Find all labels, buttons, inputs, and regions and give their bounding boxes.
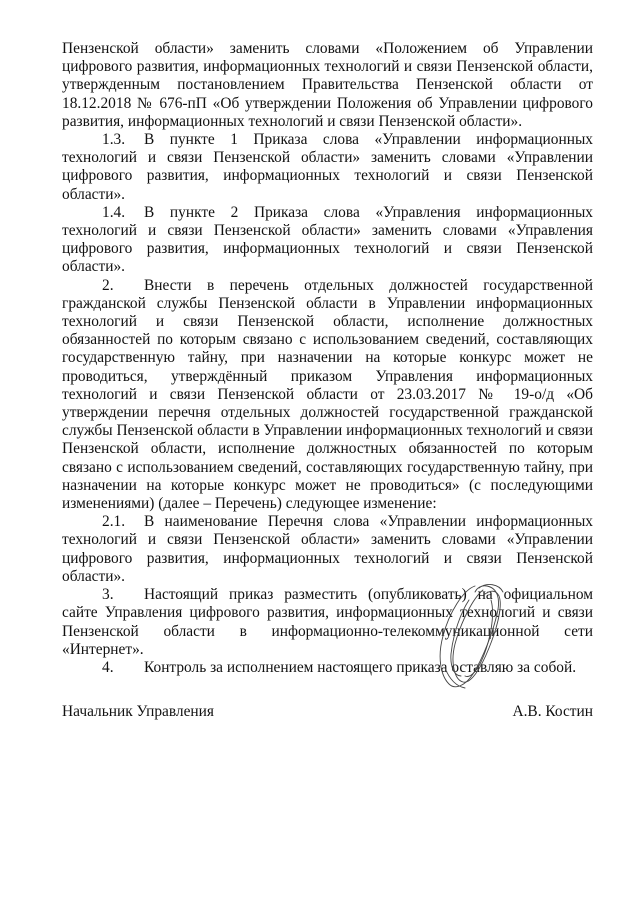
- paragraph-number: 2.1.: [102, 513, 126, 531]
- paragraph-1-3: [62, 131, 593, 204]
- paragraph-number: 1.3.: [102, 131, 126, 149]
- paragraph-2: [62, 277, 593, 514]
- paragraph-text: В пункте 1 Приказа слова «Управлении информационных технологий и связи Пензенской области» заменить словами «Управлении цифрового развития, информационных технологий и связи Пензенской области».: [62, 131, 593, 203]
- paragraph-number: 2.: [102, 276, 114, 294]
- signer-title: Начальник Управления: [62, 703, 214, 720]
- paragraph-text: Пензенской области» заменить словами «Положением об Управлении цифрового развития, информационных технологий и связи Пензенской области, утвержденным постановлением Правительства Пензенской области от 18.12.2018 № 676-пП «Об утверждении Положения об Управлении цифрового развития, информационных технологий и связи Пензенской области».: [62, 40, 593, 130]
- signer-name: А.В. Костин: [512, 703, 593, 720]
- paragraph-text: Внести в перечень отдельных должностей государственной гражданской службы Пензенской области в Управлении информационных технологий и связи Пензенской области, исполнение должностных обязанностей по которым связано с использованием сведений, составляющих государственную тайну, при назначении на которые конкурс может не проводиться, утверждённый приказом Управления информационных технологий и связи Пензенской области от 23.03.2017 № 19-о/д «Об утверждении перечня отдельных должностей государственной гражданской службы Пензенской области в Управлении информационных технологий и связи Пензенской области, исполнение должностных обязанностей по которым связано с использованием сведений, составляющих государственную тайну, при назначении на которые конкурс может не проводиться» (с последующими изменениями) (далее – Перечень) следующее изменение:: [62, 276, 593, 513]
- paragraph-continuation: [62, 40, 593, 131]
- handwritten-signature: [425, 578, 525, 693]
- paragraph-text: В наименование Перечня слова «Управлении информационных технологий и связи Пензенской области» заменить словами «Управлении цифрового развития, информационных технологий и связи Пензенской области».: [62, 513, 593, 585]
- paragraph-text: Настоящий приказ разместить (опубликовать) на официальном сайте Управления цифрового развития, информационных технологий и связи Пензенской области в информационно-телекоммуникационной сети «Интернет».: [62, 586, 593, 658]
- paragraph-text: В пункте 2 Приказа слова «Управления информационных технологий и связи Пензенской области» заменить словами «Управления цифрового развития, информационных технологий и связи Пензенской области».: [62, 203, 593, 276]
- paragraph-number: 4.: [102, 658, 114, 676]
- paragraph-1-4: [62, 204, 593, 277]
- paragraph-text: Контроль за исполнением настоящего приказа оставляю за собой.: [144, 658, 577, 676]
- paragraph-number: 3.: [102, 586, 114, 604]
- paragraph-number: 1.4.: [102, 203, 126, 221]
- paragraph-2-1: [62, 513, 593, 586]
